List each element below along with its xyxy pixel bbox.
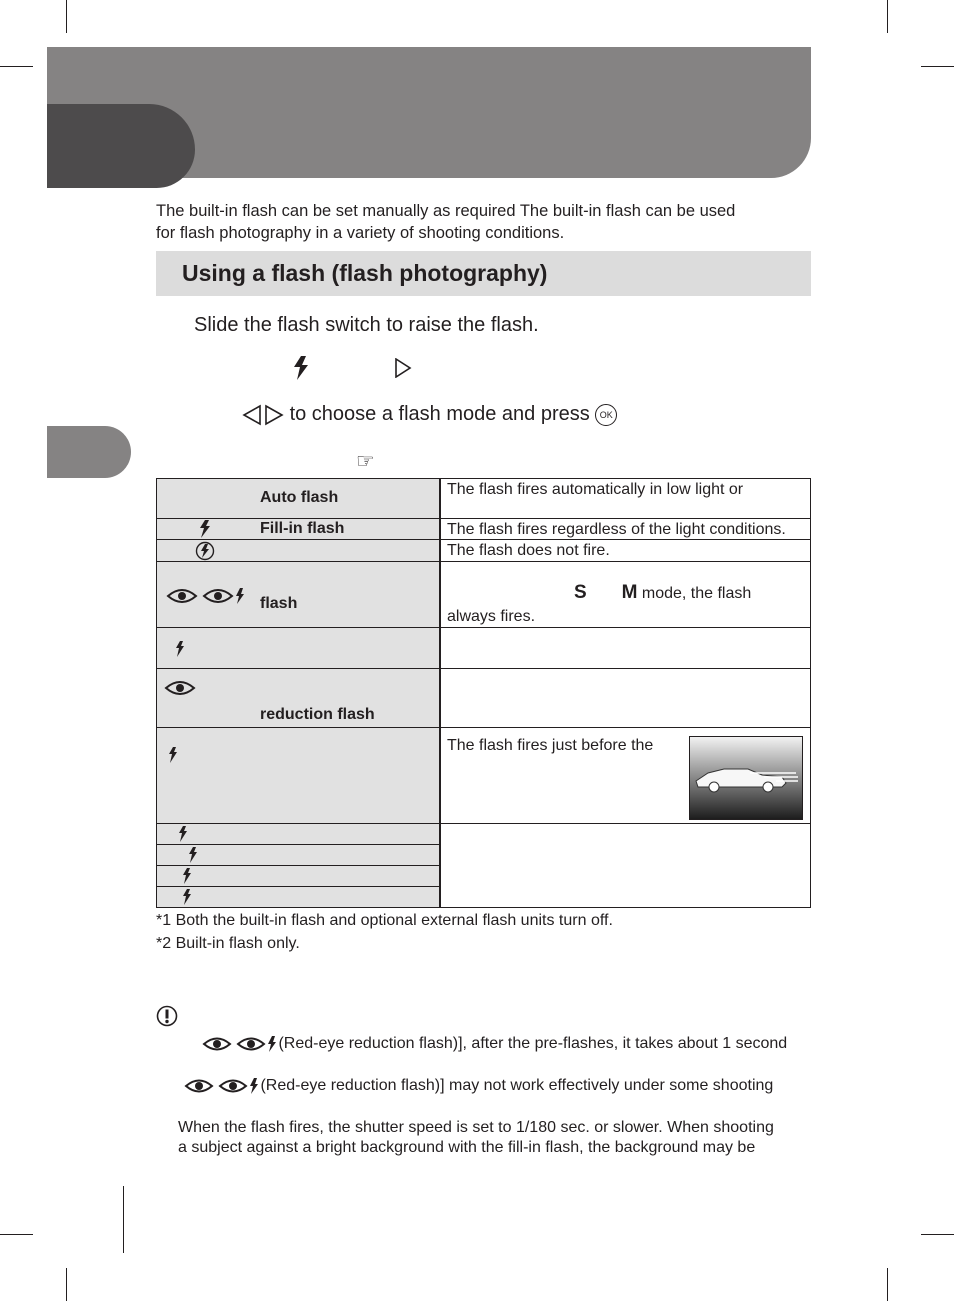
- footnote-1: *1 Both the built-in flash and optional external flash units turn off.: [156, 912, 613, 929]
- step-2: [292, 355, 422, 383]
- caution-line-4: a subject against a bright background with the fill-in flash, the background may be: [178, 1139, 756, 1156]
- mode-desc-2nd-curtain: The flash fires just before the: [447, 737, 654, 754]
- red-eye-icon: [164, 678, 196, 698]
- intro-line-1: The built-in flash can be set manually as required The built-in flash can be used: [156, 202, 736, 220]
- step-1: Slide the flash switch to raise the flash.: [194, 314, 539, 336]
- reference-hand-icon: ☞: [356, 450, 375, 473]
- mode-desc-red-eye: [574, 582, 751, 604]
- intro-line-2: for flash photography in a variety of shooting conditions.: [156, 224, 565, 242]
- table-row-label-cell: [156, 518, 440, 540]
- mode-desc-flash-off: The flash does not fire.: [447, 542, 610, 559]
- table-row-desc-cell: [440, 668, 811, 728]
- mode-desc-red-eye-line2: always fires.: [447, 608, 536, 625]
- right-arrow-icon: [394, 358, 412, 378]
- mode-desc-tail: mode, the flash: [641, 585, 752, 602]
- red-eye-flash-icon: [202, 585, 246, 607]
- caution-line-3: When the flash fires, the shutter speed is set to 1/180 sec. or slower. When shooting: [178, 1119, 774, 1136]
- table-row-desc-cell: [440, 627, 811, 669]
- manual-flash-icon: [181, 867, 193, 885]
- manual-flash-icon: [187, 846, 199, 864]
- mode-label-red-eye-reduction-flash: reduction flash: [260, 706, 375, 723]
- step-3-text: to choose a flash mode and press: [289, 403, 590, 425]
- intro-text: [156, 200, 816, 244]
- caution-icon: [156, 1005, 178, 1027]
- caution-line-2: [184, 1076, 773, 1096]
- table-row-desc-cell: [440, 478, 811, 519]
- chapter-tab: [47, 104, 195, 188]
- table-row-label-cell: [156, 561, 440, 628]
- mode-desc-fill-in-flash: The flash fires regardless of the light conditions.: [447, 521, 786, 538]
- table-row-label-cell: [156, 668, 440, 728]
- flash-off-icon: [195, 541, 215, 561]
- crop-mark: [0, 66, 33, 67]
- red-eye-icon: [202, 1034, 232, 1054]
- mode-label-auto-flash: Auto flash: [260, 489, 339, 506]
- mode-s-letter: S: [574, 582, 587, 603]
- crop-mark: [0, 1234, 33, 1235]
- caution-line-1: [202, 1034, 787, 1054]
- manual-flash-icon: [181, 888, 193, 906]
- red-eye-flash-icon: [218, 1076, 260, 1096]
- crop-mark: [887, 0, 888, 33]
- left-right-arrows-icon: [242, 404, 284, 426]
- section-heading-bar: [156, 251, 811, 296]
- table-row-desc-cell: [440, 727, 811, 824]
- caution-text-1: (Red-eye reduction flash)], after the pre-flashes, it takes about 1 second: [278, 1035, 788, 1053]
- flash-mode-table: [156, 478, 811, 908]
- table-row-label-cell: [156, 844, 440, 866]
- crop-mark: [123, 1186, 124, 1253]
- section-title: Using a flash (flash photography): [182, 260, 548, 286]
- table-row-label-cell: [156, 727, 440, 824]
- side-index-tab: [47, 426, 131, 478]
- table-row-desc-cell: [440, 823, 811, 908]
- red-eye-icon: [184, 1076, 214, 1096]
- table-row-desc-cell: [440, 518, 811, 540]
- ok-button-icon: OK: [595, 404, 617, 426]
- table-row-label-cell: [156, 865, 440, 887]
- red-eye-icon: [166, 586, 198, 606]
- table-row-label-cell: [156, 823, 440, 845]
- crop-mark: [887, 1268, 888, 1301]
- mode-m-letter: M: [621, 582, 638, 603]
- car-illustration: [690, 737, 802, 819]
- crop-mark: [921, 66, 954, 67]
- 2nd-curtain-flash-icon: [167, 746, 179, 764]
- table-row-desc-cell: [440, 561, 811, 628]
- flash-icon: [198, 519, 212, 539]
- footnote-2: *2 Built-in flash only.: [156, 935, 300, 952]
- crop-mark: [66, 0, 67, 33]
- mode-desc-auto-flash: The flash fires automatically in low light or: [447, 481, 744, 498]
- manual-flash-icon: [177, 825, 189, 843]
- slow-sync-flash-icon: [174, 640, 186, 658]
- table-row-desc-cell: [440, 539, 811, 562]
- step-3: [242, 403, 617, 426]
- table-row-label-cell: [156, 478, 440, 519]
- flash-icon: [292, 355, 310, 381]
- crop-mark: [921, 1234, 954, 1235]
- mode-label-red-eye-flash: flash: [260, 595, 298, 612]
- caution-text-2: (Red-eye reduction flash)] may not work effectively under some shooting: [260, 1077, 774, 1095]
- table-row-label-cell: [156, 539, 440, 562]
- red-eye-flash-icon: [236, 1034, 278, 1054]
- example-car-photo: [689, 736, 803, 820]
- crop-mark: [66, 1268, 67, 1301]
- table-row-label-cell: [156, 886, 440, 908]
- table-row-label-cell: [156, 627, 440, 669]
- mode-label-fill-in-flash: Fill-in flash: [260, 520, 345, 537]
